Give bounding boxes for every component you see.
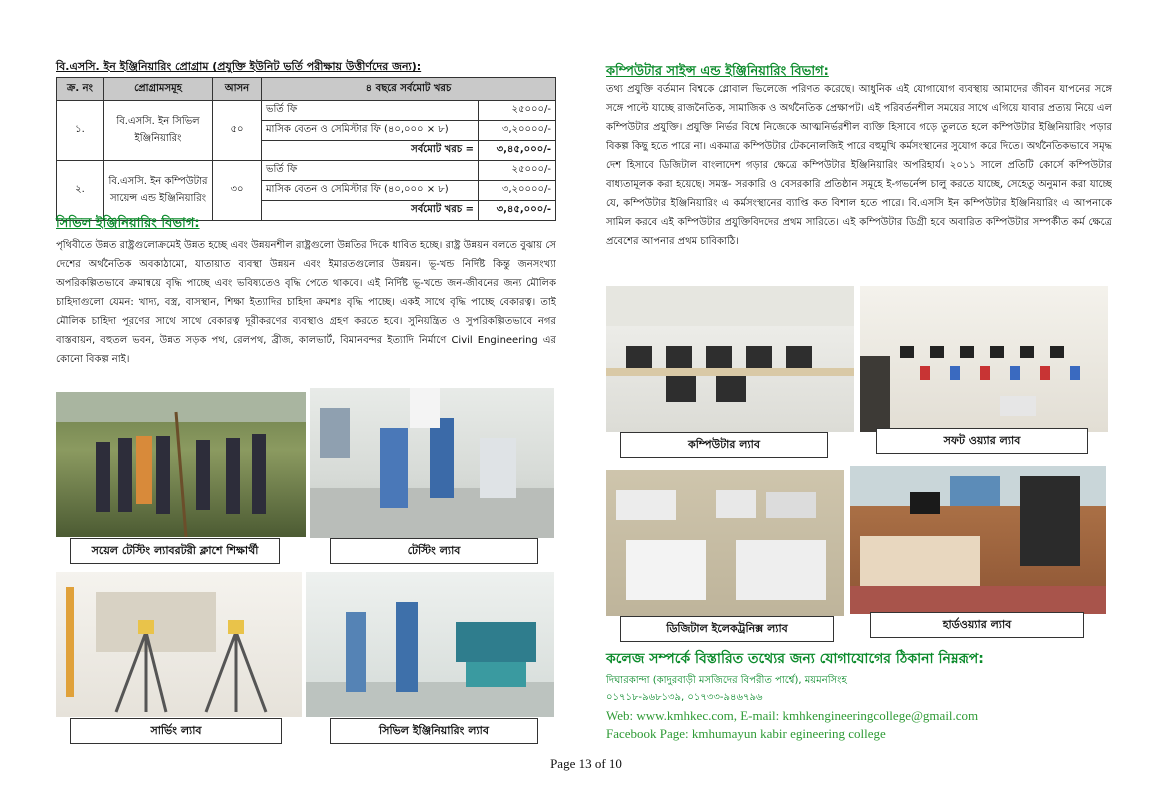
caption-surveying-lab: সার্ভিং ল্যাব [70, 718, 282, 744]
soil-testing-photo [56, 392, 306, 537]
contact-address: দিঘারকান্দা (কাদুরবাড়ী মসজিদের বিপরীত পার্শ্বে), ময়মনসিংহ [606, 675, 847, 686]
fee-value: ৩,২০০০০/- [479, 121, 556, 141]
total-label: সর্বমোট খরচ = [262, 201, 479, 221]
hardware-lab-illustration [850, 466, 1106, 614]
fees-table [56, 77, 556, 221]
digital-electronics-lab-photo [606, 470, 844, 616]
fee-label: ভর্তি ফি [262, 161, 479, 181]
contact-facebook[interactable]: Facebook Page: kmhumayun kabir egineering college [606, 726, 886, 741]
civil-lab-illustration [306, 572, 554, 717]
table-row [57, 101, 556, 121]
fee-value: ২৫০০০/- [479, 161, 556, 181]
col-program: প্রোগ্রামসমূহ [104, 78, 213, 101]
fee-value: ২৫০০০/- [479, 101, 556, 121]
electronics-equipment-illustration [606, 470, 844, 616]
row-seats: ৫০ [213, 101, 262, 161]
caption-testing-lab: টেস্টিং ল্যাব [330, 538, 538, 564]
total-value: ৩,৪৫,০০০/- [479, 141, 556, 161]
caption-digital-electronics-lab: ডিজিটাল ইলেকট্রনিক্স ল্যাব [620, 616, 834, 642]
computer-lab-photo [606, 286, 854, 432]
caption-software-lab: সফট ওয়্যার ল্যাব [876, 428, 1088, 454]
tripod-illustration [56, 572, 302, 717]
fee-value: ৩,২০০০০/- [479, 181, 556, 201]
hardware-lab-photo [850, 466, 1106, 614]
row-serial: ১. [57, 101, 104, 161]
caption-soil-testing: সয়েল টেস্টিং ল্যাবরটরী ক্লাশে শিক্ষার্থী [70, 538, 280, 564]
fee-label: মাসিক বেতন ও সেমিস্টার ফি (৪০,০০০ × ৮) [262, 121, 479, 141]
col-serial: ক্র. নং [57, 78, 104, 101]
contact-heading: কলেজ সম্পর্কে বিস্তারিত তথ্যের জন্য যোগাযোগের ঠিকানা নিম্নরূপ: [606, 651, 984, 667]
table-row [57, 161, 556, 181]
row-serial: ২. [57, 161, 104, 221]
surveying-lab-photo [56, 572, 302, 717]
row-seats: ৩০ [213, 161, 262, 221]
contact-web-email[interactable]: Web: www.kmhkec.com, E-mail: kmhkengineeringcollege@gmail.com [606, 708, 979, 723]
total-label: সর্বমোট খরচ = [262, 141, 479, 161]
fee-label: মাসিক বেতন ও সেমিস্টার ফি (৪০,০০০ × ৮) [262, 181, 479, 201]
civil-lab-photo [306, 572, 554, 717]
caption-civil-lab: সিভিল ইঞ্জিনিয়ারিং ল্যাব [330, 718, 538, 744]
civil-body: পৃথিবীতে উন্নত রাষ্ট্রগুলোক্রমেই উন্নত হচ্ছে এবং উন্নয়নশীল রাষ্ট্রগুলো উন্নতির দিকে ধাবিত হচ্ছে। রাষ্ট্র উন্নয়ন বলতে বুঝায় সে দেশের অর্থনৈতিক অবকাঠামো, যাতায়াত ব্যবস্থা উন্নয়ন এবং ইমারতগুলোর উন্নয়ন। ভূ-খন্ড নির্দিষ্ট কিন্তু জনসংখ্যা অপরিকল্পিতভাবে ক্রমান্বয়ে বৃদ্ধি পাচ্ছে এবং ভবিষ্যতেও বৃদ্ধি পেতে থাকবে। এই নির্দিষ্ট ভূ-খন্ডে জন-জীবনের জন্য মৌলিক চাহিদাগুলো যেমন: খাদ্য, বস্ত্র, বাসস্থান, শিক্ষা ইত্যাদির চাহিদা ক্রমশঃ বৃদ্ধি পাচ্ছে। একই সাথে বৃদ্ধি পাচ্ছে বেকারত্ব। তাই মৌলিক চাহিদা পূরণের সাথে সাথে বেকারত্ব দূরীকরণের ব্যবস্থাও গ্রহণ করতে হবে। সুনিয়ন্ত্রিত ও সুপরিকল্পিতভাবে নগর বাস্তবায়ন, বহুতল ভবন, উন্নত সড়ক পথ, রেলপথ, ব্রীজ, কালভার্ট, বিমানবন্দর ইত্যাদি নির্মাণে Civil Engineering এর কোনো বিকল্প নাই। [56, 240, 556, 365]
col-seats: আসন [213, 78, 262, 101]
civil-heading: সিভিল ইঞ্জিনিয়ারিং বিভাগ: [56, 216, 200, 231]
program-title: বি.এসসি. ইন ইঞ্জিনিয়ারিং প্রোগ্রাম (প্রযুক্তি ইউনিট ভর্তি পরীক্ষায় উত্তীর্ণদের জন্য): [56, 60, 422, 73]
cse-heading: কম্পিউটার সাইন্স এন্ড ইঞ্জিনিয়ারিং বিভাগ: [606, 64, 829, 79]
testing-lab-photo [310, 388, 554, 538]
row-program: বি.এসসি. ইন সিভিল ইঞ্জিনিয়ারিং [104, 101, 213, 161]
students-illustration [56, 392, 306, 537]
col-cost: ৪ বছরে সর্বমোট খরচ [262, 78, 556, 101]
testing-machines-illustration [310, 388, 554, 538]
contact-phones: ০১৭১৮-৯৬৮১৩৯, ০১৭৩৩-৯৪৬৭৯৬ [606, 692, 763, 703]
computer-lab-illustration [606, 286, 854, 432]
row-program: বি.এসসি. ইন কম্পিউটার সায়েন্স এন্ড ইঞ্জিনিয়ারিং [104, 161, 213, 221]
cse-body: তথ্য প্রযুক্তি বর্তমান বিশ্বকে গ্লোবাল ভিলেজে পরিণত করেছে। আধুনিক এই যোগাযোগ ব্যবস্থায় আমাদের জীবন যাপনের সঙ্গে সঙ্গে পাল্টে যাচ্ছে রাজনৈতিক, সামাজিক ও অর্থনৈতিক প্রেক্ষাপট। এই পরিবর্তনশীল সময়ের সাথে এগিয়ে যাবার প্রত্যয় নিয়ে এল কম্পিউটার প্রযুক্তি। প্রযুক্তি নির্ভর বিশ্বে নিজেকে আত্মনির্ভরশীল ব্যক্তি হিসাবে গড়ে তুলতে হলে কম্পিউটার ইঞ্জিনিয়ারিং পড়ার বিকল্প কিছু হতে পারে না। একমাত্র কম্পিউটার টেকনোলজিই পারে বহুমুখি কর্মসংস্থানের সুযোগ করে দিতে। অর্থনৈতিকভাবে সমৃদ্ধ দেশ হিসাবে ডিজিটাল বাংলাদেশ গড়ার ক্ষেত্রে কম্পিউটার ইঞ্জিনিয়ারিং অপরিহার্য। ২০১১ সালে প্রতিটি কোর্সে কম্পিউটার বাধ্যতামূলক করা হয়েছে। সমস্ত- সরকারি ও বেসরকারি প্রতিষ্ঠান সমূহে ই-গভর্নেন্স চালু করতে যাচ্ছে, সেহেতু অনুমান করা যাচ্ছে যে, কম্পিউটার ইঞ্জিনিয়ারিং এ কর্মসংস্থানের ব্যাপ্তি কত বিশাল হতে পারে। বি.এসসি ইন কম্পিউটার ইঞ্জিনিয়ারিং এ আপনাকে সামিল করবে এই কম্পিউটার প্রযুক্তিবিদদের প্রথম সারিতে। এই কম্পিউটার ডিগ্রী হবে অবারিত কম্পিউটার সম্পর্কীত কর্ম ক্ষেত্রে প্রবেশের আপনার প্রথম চাবিকাঠি। [606, 84, 1112, 247]
software-lab-illustration [860, 286, 1108, 432]
software-lab-photo [860, 286, 1108, 432]
fee-label: ভর্তি ফি [262, 101, 479, 121]
page-number: Page 13 of 10 [550, 756, 622, 771]
caption-hardware-lab: হার্ডওয়্যার ল্যাব [870, 612, 1084, 638]
total-value: ৩,৪৫,০০০/- [479, 201, 556, 221]
caption-computer-lab: কম্পিউটার ল্যাব [620, 432, 828, 458]
